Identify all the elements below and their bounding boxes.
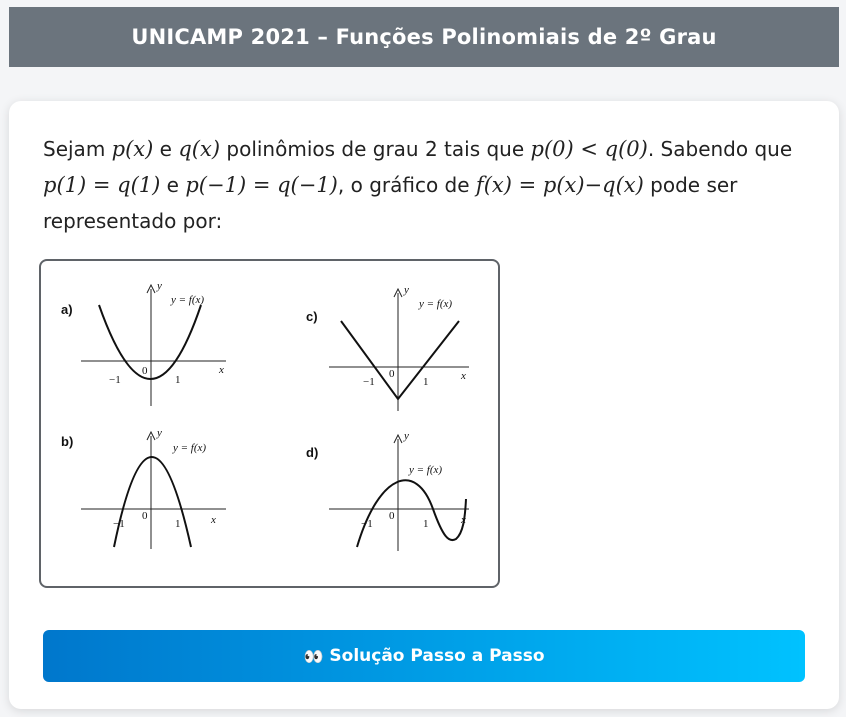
function-label: y = f(x) xyxy=(409,464,443,476)
option-letter: b) xyxy=(61,434,74,449)
step-by-step-solution-button[interactable] xyxy=(43,630,805,682)
x-axis-label: x xyxy=(461,370,466,382)
eyes-icon: 👀 xyxy=(303,646,324,666)
tick-label: 1 xyxy=(423,376,429,388)
y-axis-label: y xyxy=(404,430,409,442)
text-segment: , o gráfico de xyxy=(337,173,476,197)
tick-label: −1 xyxy=(361,518,373,530)
math-expression: p(1) = q(1) xyxy=(43,173,161,197)
question-text xyxy=(43,131,813,239)
options-figure xyxy=(39,259,500,588)
math-expression: q(x) xyxy=(178,137,221,161)
x-axis-label: x xyxy=(461,514,466,526)
parabola-down-curve xyxy=(114,457,191,547)
option-d-graph xyxy=(306,430,469,551)
text-segment: polinômios de grau 2 tais que xyxy=(220,137,531,161)
option-b-graph xyxy=(61,427,226,549)
cubic-curve xyxy=(357,480,466,547)
math-expression: p(x) xyxy=(111,137,154,161)
tick-label: −1 xyxy=(363,376,375,388)
text-segment: e xyxy=(160,173,186,197)
text-segment: Sejam xyxy=(43,137,112,161)
tick-label: 0 xyxy=(142,365,148,377)
math-expression: p(0) < q(0) xyxy=(530,137,648,161)
tick-label: 1 xyxy=(175,374,181,386)
option-c-graph xyxy=(306,284,469,411)
x-axis-label: x xyxy=(219,364,224,376)
math-expression: f(x) = p(x)−q(x) xyxy=(475,173,644,197)
tick-label: 1 xyxy=(175,518,181,530)
function-label: y = f(x) xyxy=(173,442,207,454)
options-graphs xyxy=(41,261,498,586)
question-card xyxy=(9,101,839,709)
page-header xyxy=(9,7,839,67)
function-label: y = f(x) xyxy=(171,294,205,306)
text-segment: . Sabendo que xyxy=(647,137,793,161)
text-segment: pode ser representado por: xyxy=(43,173,738,233)
tick-label: −1 xyxy=(113,518,125,530)
tick-label: 1 xyxy=(423,518,429,530)
y-axis-label: y xyxy=(157,280,162,292)
option-letter: a) xyxy=(61,302,73,317)
y-axis-label: y xyxy=(404,284,409,296)
button-label: Solução Passo a Passo xyxy=(329,646,545,666)
x-axis-label: x xyxy=(211,514,216,526)
tick-label: 0 xyxy=(142,510,148,522)
parabola-up-curve xyxy=(99,305,201,379)
text-segment: e xyxy=(153,137,179,161)
tick-label: 0 xyxy=(389,368,395,380)
option-a-graph xyxy=(61,280,226,406)
page-title: UNICAMP 2021 – Funções Polinomiais de 2º Grau xyxy=(131,25,717,49)
function-label: y = f(x) xyxy=(419,298,453,310)
option-letter: c) xyxy=(306,309,318,324)
option-letter: d) xyxy=(306,445,319,460)
y-axis-label: y xyxy=(157,427,162,439)
tick-label: 0 xyxy=(389,510,395,522)
math-expression: p(−1) = q(−1) xyxy=(185,173,338,197)
v-shape-curve xyxy=(341,321,459,399)
tick-label: −1 xyxy=(109,374,121,386)
